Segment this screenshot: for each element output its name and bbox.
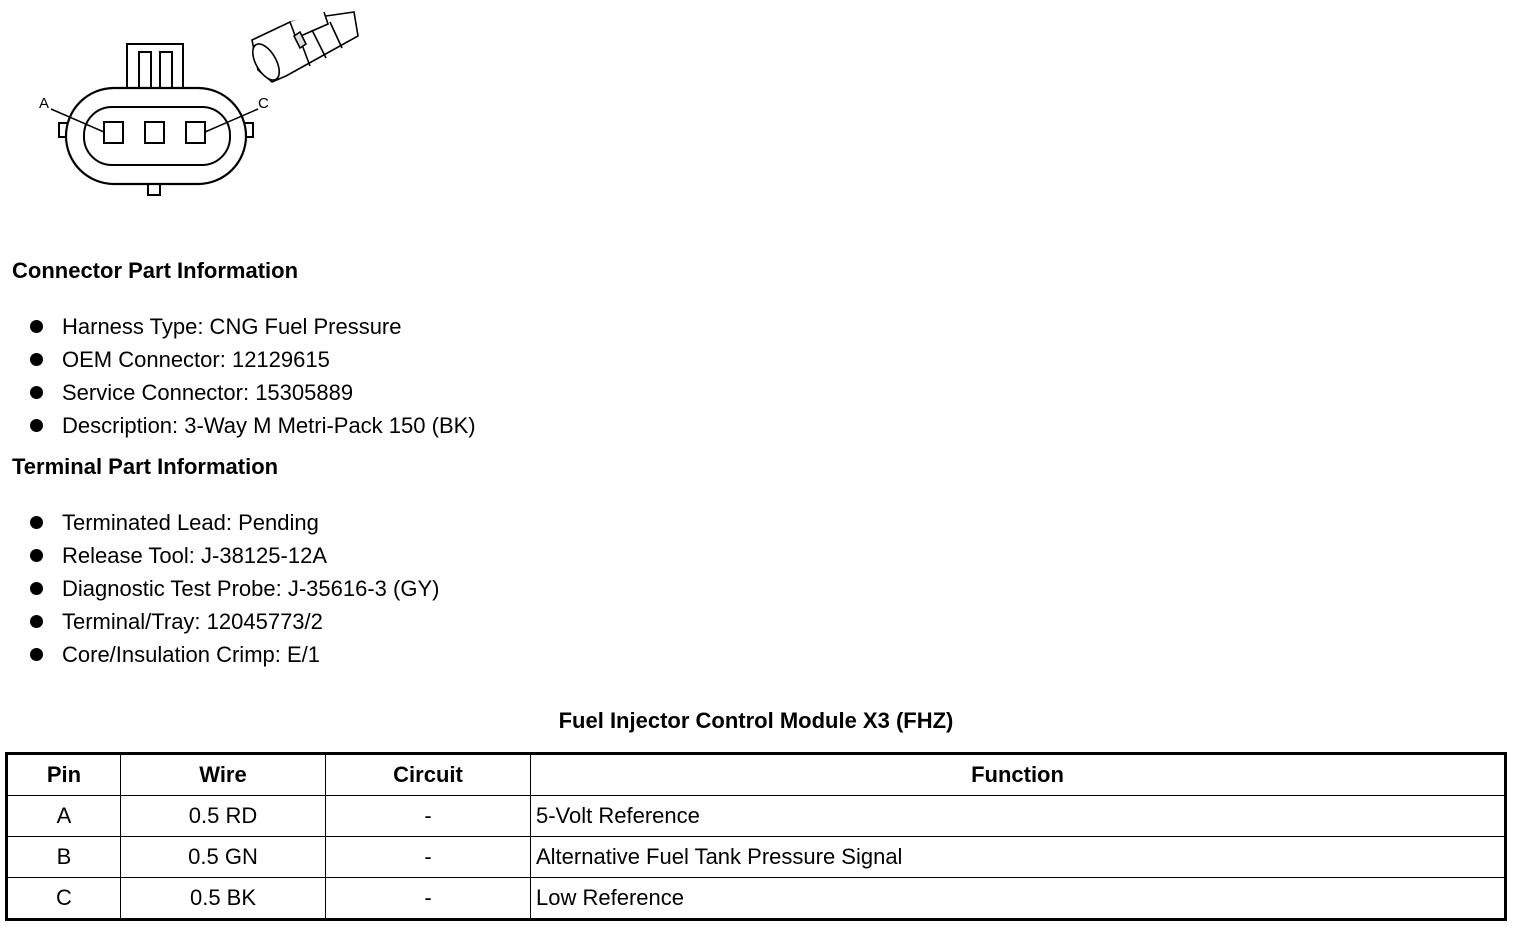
list-item-text: Core/Insulation Crimp: E/1 [62,642,320,667]
list-item [30,539,439,572]
table-row [7,878,1506,920]
list-item [30,376,476,409]
bullet-icon [30,549,43,562]
terminal-info-heading: Terminal Part Information [12,454,279,479]
connector-face-drawing [0,0,380,210]
list-item-text: Harness Type: CNG Fuel Pressure [62,314,402,339]
column-header-circuit: Circuit [326,754,531,796]
list-item [30,310,476,343]
bullet-icon [30,353,43,366]
pin-table [5,752,1507,921]
list-item-text: Description: 3-Way M Metri-Pack 150 (BK) [62,413,476,438]
bullet-icon [30,419,43,432]
pin-table-title: Fuel Injector Control Module X3 (FHZ) [558,708,954,733]
bullet-icon [30,386,43,399]
function-cell: Alternative Fuel Tank Pressure Signal [531,837,1506,878]
bullet-icon [30,582,43,595]
table-row [7,796,1506,837]
circuit-cell: - [326,878,531,920]
wire-cell: 0.5 GN [121,837,326,878]
list-item [30,572,439,605]
bullet-icon [30,648,43,661]
table-row [7,837,1506,878]
pin-cell: A [7,796,121,837]
column-header-pin: Pin [7,754,121,796]
pin-a-label: A [39,95,50,112]
list-item-text: Diagnostic Test Probe: J-35616-3 (GY) [62,576,440,601]
column-header-function: Function [531,754,1506,796]
pin-cell: C [7,878,121,920]
connector-info-list [30,310,476,442]
function-cell: 5-Volt Reference [531,796,1506,837]
list-item [30,506,439,539]
list-item-text: Release Tool: J-38125-12A [62,543,327,568]
list-item-text: Terminated Lead: Pending [62,510,319,535]
bullet-icon [30,320,43,333]
wire-cell: 0.5 RD [121,796,326,837]
bullet-icon [30,516,43,529]
list-item [30,409,476,442]
bullet-icon [30,615,43,628]
circuit-cell: - [326,837,531,878]
circuit-cell: - [326,796,531,837]
function-cell: Low Reference [531,878,1506,920]
list-item-text: Terminal/Tray: 12045773/2 [62,609,323,634]
connector-diagram [0,0,380,210]
list-item [30,605,439,638]
wire-cell: 0.5 BK [121,878,326,920]
list-item [30,343,476,376]
connector-info-heading: Connector Part Information [12,258,299,283]
terminal-info-list [30,506,439,671]
list-item-text: OEM Connector: 12129615 [62,347,330,372]
column-header-wire: Wire [121,754,326,796]
list-item [30,638,439,671]
pin-c-label: C [258,95,269,112]
list-item-text: Service Connector: 15305889 [62,380,354,405]
pin-cell: B [7,837,121,878]
table-header-row [7,754,1506,796]
